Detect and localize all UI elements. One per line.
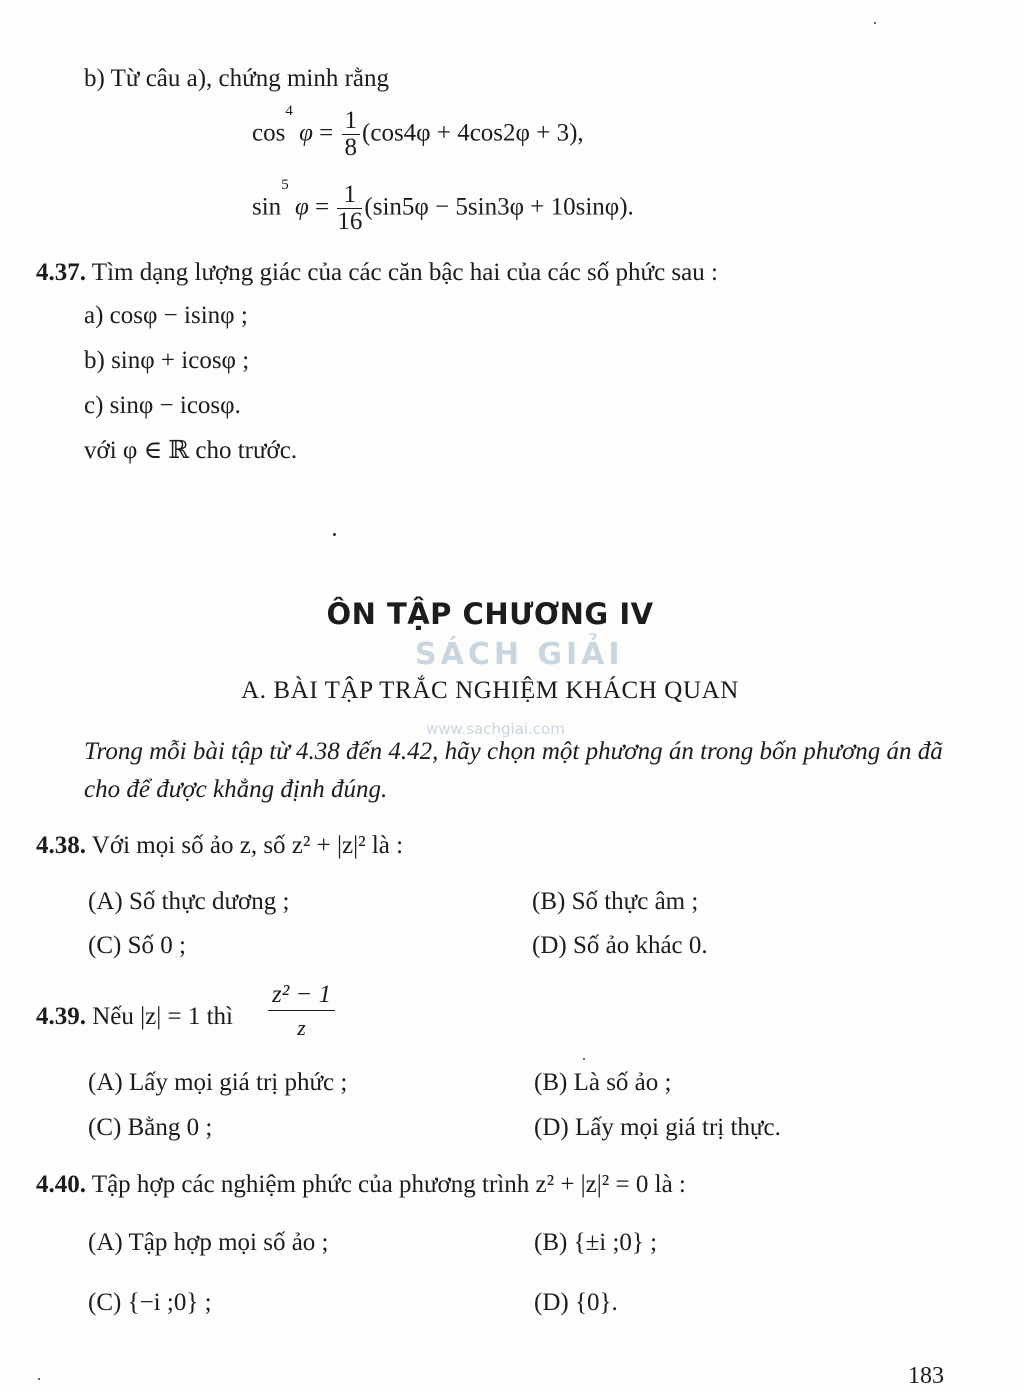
exercise-4-37-c: c) sinφ − icosφ. (84, 392, 241, 419)
formula-sin5-eq: = (308, 193, 336, 221)
option-4-40-c: (C) {−i ;0} ; (88, 1289, 212, 1316)
exercise-text: Tìm dạng lượng giác của các căn bậc hai của các số phức sau : (86, 259, 718, 286)
formula-cos4-exponent: 4 (285, 103, 293, 119)
formula-sin5-fraction (337, 182, 362, 236)
formula-sin5-exponent: 5 (281, 177, 289, 193)
fraction-denominator: 8 (344, 134, 358, 162)
option-4-40-b: (B) {±i ;0} ; (534, 1229, 658, 1256)
option-4-40-d: (D) {0}. (534, 1289, 618, 1316)
option-4-39-d: (D) Lấy mọi giá trị thực. (534, 1114, 781, 1141)
option-4-38-d: (D) Số ảo khác 0. (532, 932, 708, 959)
watermark-brand: SÁCH GIẢI (415, 637, 624, 672)
scan-speck (38, 1378, 40, 1380)
scan-speck (583, 1058, 585, 1060)
option-4-38-c: (C) Số 0 ; (88, 932, 186, 959)
exercise-4-37-note: với φ ∈ ℝ cho trước. (84, 437, 298, 464)
scan-speck (333, 533, 336, 536)
exercise-number: 4.39. (36, 1003, 86, 1030)
part-b-intro: b) Từ câu a), chứng minh rằng (84, 65, 390, 92)
formula-sin5 (252, 177, 634, 236)
option-4-40-a: (A) Tập hợp mọi số ảo ; (88, 1229, 329, 1256)
page-number: 183 (908, 1363, 944, 1389)
exercise-number: 4.40. (36, 1171, 86, 1198)
formula-sin5-var: φ (294, 193, 309, 221)
fraction-numerator: 1 (342, 108, 361, 135)
scan-speck (874, 22, 876, 24)
exercise-4-39 (36, 1004, 233, 1029)
exercise-4-37 (36, 260, 718, 285)
exercise-number: 4.37. (36, 259, 86, 286)
fraction-numerator: z² − 1 (268, 982, 335, 1011)
option-4-38-b: (B) Số thực âm ; (532, 888, 699, 915)
fraction-denominator: z (297, 1015, 306, 1040)
option-4-39-c: (C) Bằng 0 ; (88, 1114, 213, 1141)
option-4-39-a: (A) Lấy mọi giá trị phức ; (88, 1069, 348, 1096)
formula-cos4-fraction (342, 108, 361, 162)
formula-cos4-var: φ (299, 119, 313, 147)
formula-sin5-base: sin (252, 193, 282, 221)
fraction-numerator: 1 (337, 182, 362, 209)
section-instruction: Trong mỗi bài tập từ 4.38 đến 4.42, hãy chọn một phương án trong bốn phương án đã cho để được khẳng định đúng. (84, 738, 943, 803)
section-subtitle: A. BÀI TẬP TRẮC NGHIỆM KHÁCH QUAN (241, 677, 739, 704)
exercise-4-40 (36, 1172, 686, 1197)
exercise-text: Nếu |z| = 1 thì (86, 1003, 233, 1030)
option-4-39-b: (B) Là số ảo ; (534, 1069, 672, 1096)
formula-cos4-rhs: (cos4φ + 4cos2φ + 3), (362, 119, 584, 147)
fraction-denominator: 16 (337, 208, 363, 236)
exercise-text: Tập hợp các nghiệm phức của phương trình z² + |z|² = 0 là : (86, 1171, 686, 1198)
formula-cos4-eq: = (312, 119, 340, 147)
watermark-url: www.sachgiai.com (426, 720, 565, 738)
exercise-text: Với mọi số ảo z, số z² + |z|² là : (86, 832, 404, 859)
exercise-4-37-b: b) sinφ + icosφ ; (84, 347, 250, 374)
option-4-38-a: (A) Số thực dương ; (88, 888, 290, 915)
exercise-number: 4.38. (36, 832, 86, 859)
formula-cos4-base: cos (252, 119, 286, 147)
formula-sin5-rhs: (sin5φ − 5sin3φ + 10sinφ). (364, 193, 634, 221)
exercise-4-37-a: a) cosφ − isinφ ; (84, 302, 248, 329)
exercise-4-39-fraction (268, 982, 335, 1039)
formula-cos4 (252, 103, 584, 162)
exercise-4-38 (36, 833, 403, 858)
section-title: ÔN TẬP CHƯƠNG IV (326, 597, 654, 631)
